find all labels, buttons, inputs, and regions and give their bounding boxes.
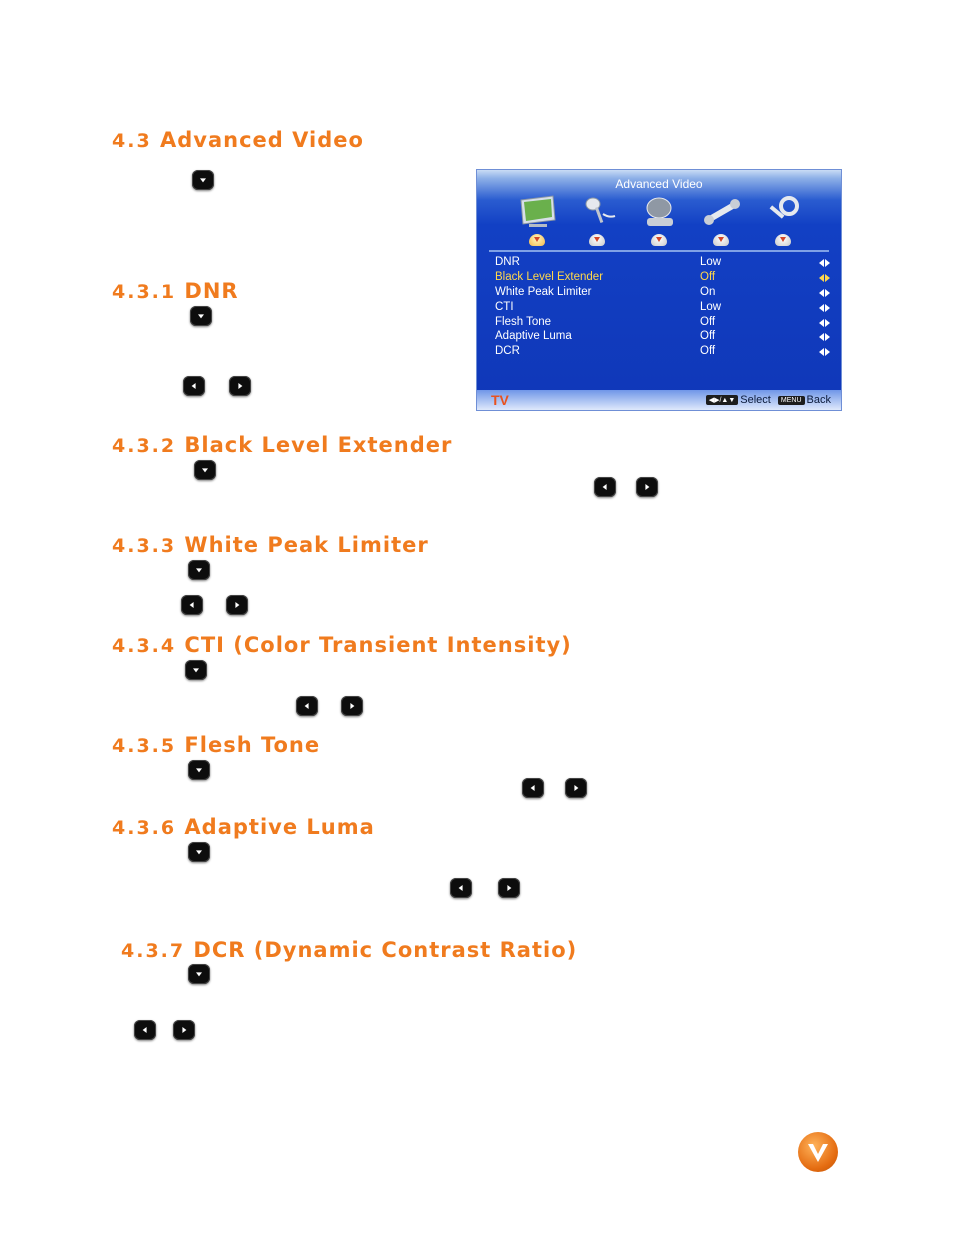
tab-picture[interactable]	[529, 234, 545, 246]
left-right-arrows-icon	[819, 274, 831, 282]
right-arrow-key-icon	[636, 477, 658, 497]
tab-tv[interactable]	[651, 234, 667, 246]
right-arrow-key-icon	[498, 878, 520, 898]
audio-icon	[575, 194, 621, 230]
osd-divider	[489, 250, 829, 252]
left-arrow-key-icon	[134, 1020, 156, 1040]
heading-4-3: 4.3 Advanced Video	[112, 128, 364, 152]
left-right-arrows-icon	[819, 319, 831, 327]
tab-parental[interactable]	[775, 234, 791, 246]
left-arrow-key-icon	[594, 477, 616, 497]
right-arrow-key-icon	[229, 376, 251, 396]
down-arrow-key-icon	[190, 306, 212, 326]
right-arrow-key-icon	[565, 778, 587, 798]
left-arrow-key-icon	[450, 878, 472, 898]
heading-4-3-3: 4.3.3 White Peak Limiter	[112, 533, 429, 557]
osd-title: Advanced Video	[615, 177, 703, 191]
right-arrow-key-icon	[341, 696, 363, 716]
tv-icon	[637, 194, 683, 230]
left-right-arrows-icon	[819, 348, 831, 356]
advanced-video-osd-screenshot	[476, 169, 842, 411]
heading-4-3-4: 4.3.4 CTI (Color Transient Intensity)	[112, 633, 572, 657]
down-arrow-key-icon	[188, 560, 210, 580]
heading-4-3-7: 4.3.7 DCR (Dynamic Contrast Ratio)	[121, 938, 578, 962]
parental-lock-icon	[761, 194, 807, 230]
down-arrow-key-icon	[192, 170, 214, 190]
osd-row-adaptive-luma[interactable]: Adaptive Luma Off	[495, 330, 833, 344]
heading-4-3-2: 4.3.2 Black Level Extender	[112, 433, 453, 457]
right-arrow-key-icon	[173, 1020, 195, 1040]
left-right-arrows-icon	[819, 304, 831, 312]
osd-row-dcr[interactable]: DCR Off	[495, 345, 833, 359]
osd-footer	[477, 390, 841, 410]
down-arrow-key-icon	[188, 842, 210, 862]
heading-4-3-6: 4.3.6 Adaptive Luma	[112, 815, 375, 839]
v-logo-mark	[798, 1132, 838, 1172]
left-right-arrows-icon	[819, 289, 831, 297]
down-arrow-key-icon	[194, 460, 216, 480]
osd-row-white-peak-limiter[interactable]: White Peak Limiter On	[495, 286, 833, 300]
osd-row-cti[interactable]: CTI Low	[495, 301, 833, 315]
left-arrow-key-icon	[522, 778, 544, 798]
left-arrow-key-icon	[181, 595, 203, 615]
tab-audio[interactable]	[589, 234, 605, 246]
osd-row-flesh-tone[interactable]: Flesh Tone Off	[495, 316, 833, 330]
input-source-label: TV	[491, 392, 509, 408]
heading-4-3-1: 4.3.1 DNR	[112, 279, 239, 303]
right-arrow-key-icon	[226, 595, 248, 615]
heading-4-3-5: 4.3.5 Flesh Tone	[112, 733, 321, 757]
left-arrow-key-icon	[296, 696, 318, 716]
down-arrow-key-icon	[188, 964, 210, 984]
menu-key-icon: MENU	[778, 396, 805, 405]
osd-footer-hints: ◀▶/▲▼ Select MENU Back	[706, 394, 831, 406]
vizio-logo	[798, 1132, 838, 1172]
down-arrow-key-icon	[185, 660, 207, 680]
tab-setup[interactable]	[713, 234, 729, 246]
osd-row-black-level-extender[interactable]: Black Level Extender Off	[495, 271, 833, 285]
picture-icon	[515, 194, 561, 230]
left-right-arrows-icon	[819, 259, 831, 267]
left-arrow-key-icon	[183, 376, 205, 396]
setup-icon	[699, 194, 745, 230]
left-right-arrows-icon	[819, 333, 831, 341]
down-arrow-key-icon	[188, 760, 210, 780]
select-key-icon: ◀▶/▲▼	[706, 395, 739, 405]
osd-row-dnr[interactable]: DNR Low	[495, 256, 833, 270]
